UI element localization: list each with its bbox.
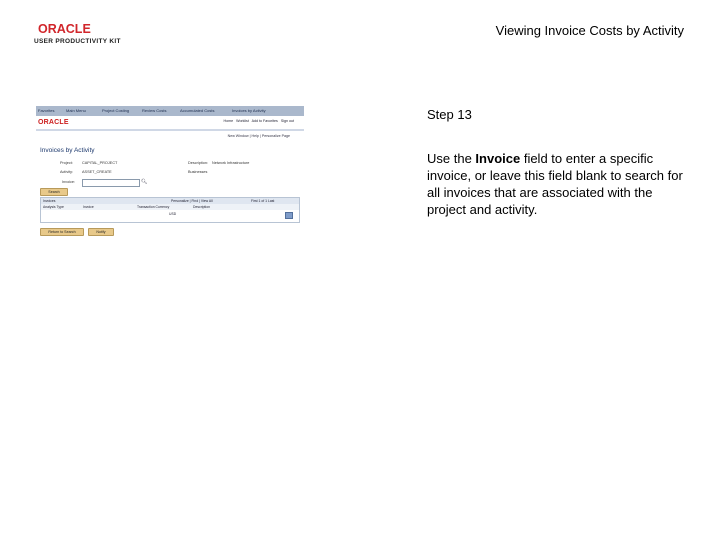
table-row [41, 211, 299, 218]
invoices-grid [40, 197, 300, 223]
lookup-icon[interactable]: 🔍︎ [141, 179, 148, 185]
invoice-input[interactable] [82, 179, 140, 187]
grid-title: Invoices [43, 199, 56, 203]
activity-label: Activity: [60, 170, 74, 174]
description-value: Network Infrastructure [212, 161, 250, 165]
description-label: Description: [188, 161, 209, 165]
nav-item[interactable]: Project Costing [102, 108, 130, 113]
worklist-link[interactable]: Worklist [236, 119, 249, 123]
toolbar-links[interactable]: New Window | Help | Personalize Page [227, 134, 290, 138]
top-links [224, 119, 294, 123]
column-header[interactable]: Invoice [83, 205, 94, 209]
activity-value: ASSET_CREATE [82, 170, 112, 174]
grid-tools[interactable]: Personalize | Find | View All [171, 199, 213, 203]
notify-button[interactable]: Notify [88, 228, 114, 236]
oracle-upk-logo [34, 22, 130, 48]
column-header[interactable]: Analysis Type [43, 205, 64, 209]
search-button[interactable]: Search [40, 188, 68, 196]
nav-item[interactable]: Invoices by Activity [232, 108, 266, 113]
page-title: Invoices by Activity [40, 147, 95, 154]
column-header[interactable]: Description [193, 205, 210, 209]
oracle-brand: ORACLE [38, 119, 69, 126]
header-divider [36, 129, 304, 131]
document-title: Viewing Invoice Costs by Activity [495, 23, 684, 38]
grid-pager[interactable]: First 1 of 1 Last [251, 199, 275, 203]
description-text-after: field to enter a specific invoice, or leave this field blank to search for all invoices that are associated with the project and activity. [427, 151, 683, 217]
sign-out-link[interactable]: Sign out [280, 119, 294, 123]
step-number: Step 13 [427, 107, 472, 122]
column-header[interactable]: Transaction Currency [137, 205, 170, 209]
home-link[interactable]: Home [223, 119, 234, 123]
screenshot-thumbnail [36, 106, 304, 240]
invoice-label: Invoice: [62, 180, 76, 184]
description-field-name: Invoice [475, 151, 521, 166]
add-favorites-link[interactable]: Add to Favorites [251, 119, 278, 123]
logo-tagline: USER PRODUCTIVITY KIT [34, 38, 121, 45]
nav-item[interactable]: Main Menu [66, 108, 86, 113]
row-action-icon[interactable] [285, 212, 293, 219]
svg-text:ORACLE: ORACLE [38, 22, 91, 35]
description-text-before: Use the [427, 151, 476, 166]
step-description [427, 150, 689, 218]
project-label: Project: [60, 161, 73, 165]
currency-cell: USD [169, 212, 177, 216]
project-value: CAPITAL_PROJECT [82, 161, 118, 165]
breadcrumb-bar [36, 106, 304, 116]
nav-item[interactable]: Favorites [38, 108, 55, 113]
oracle-logo-icon [38, 22, 110, 35]
nav-item[interactable]: Review Costs [142, 108, 167, 113]
description-value-2: Businesses [188, 170, 208, 174]
grid-column-headers [41, 204, 299, 210]
nav-item[interactable]: Accumulated Costs [180, 108, 215, 113]
return-to-search-button[interactable]: Return to Search [40, 228, 84, 236]
